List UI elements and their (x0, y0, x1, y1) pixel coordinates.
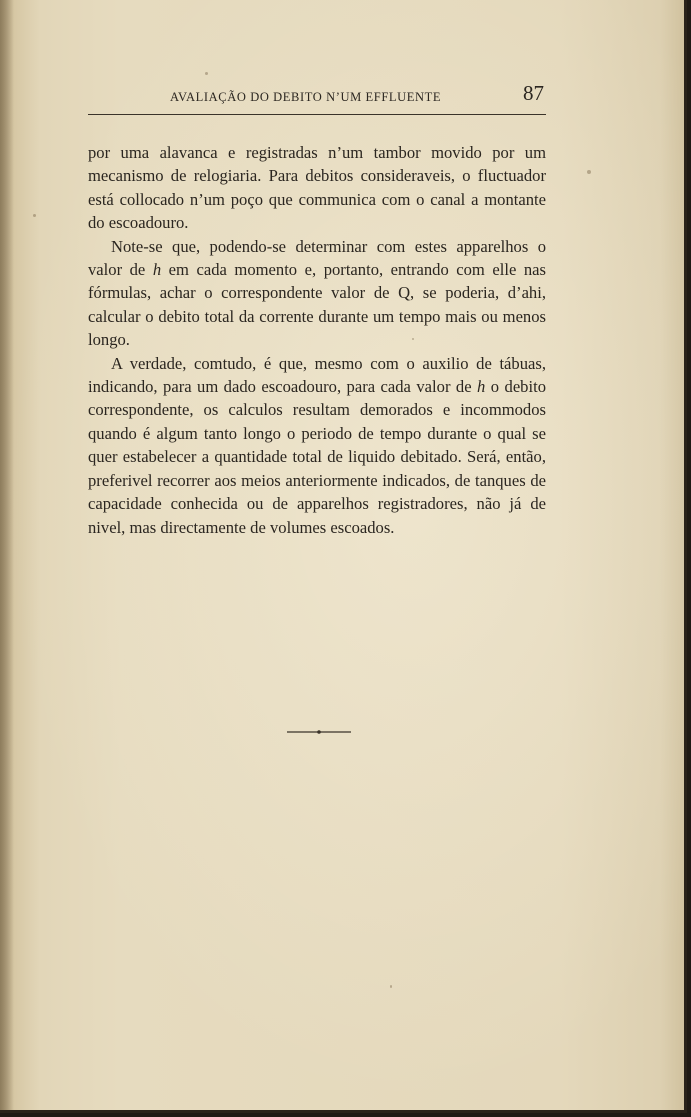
end-ornament-rule (287, 727, 351, 737)
paragraph-1-text: por uma alavanca e registradas n’um tambor movido por um mecanismo de relogiaria. Para debitos consideraveis, o fluctuador está collocado n’um poço que communica com o canal a montante do escoadouro. (88, 143, 546, 233)
variable-h: h (477, 377, 486, 397)
paragraph-2 (88, 235, 546, 352)
header-rule (88, 114, 546, 115)
paragraph-3 (88, 352, 546, 539)
ornament-dot (317, 730, 321, 734)
body-text (88, 141, 546, 539)
foxing-spot (390, 985, 392, 988)
page-number: 87 (523, 81, 544, 105)
paragraph-3-text-a: A verdade, comtudo, é que, mesmo com o auxilio de tábuas, indicando, para um dado escoadouro, para cada valor de (88, 353, 546, 397)
paragraph-1 (88, 141, 546, 235)
paragraph-2-text-a: Note-se que, podendo-se determinar com estes apparelhos o valor de (88, 236, 546, 280)
paragraph-2-text-b: em cada momento e, portanto, entrando com elle nas fórmulas, achar o correspondente valor de Q, se poderia, d’ahi, calcular o debito total da corrente durante um tempo mais ou menos longo. (88, 260, 546, 350)
foxing-spot (412, 338, 414, 340)
running-title: AVALIAÇÃO DO DEBITO N’UM EFFLUENTE (170, 90, 442, 104)
foxing-spot (205, 72, 208, 75)
page-header (88, 80, 546, 110)
foxing-spot (587, 170, 591, 174)
paragraph-3-text-b: o debito correspondente, os calculos resultam demorados e incommodos quando é algum tanto longo o periodo de tempo durante o qual se quer estabelecer a quantidade total de liquido debitado. Será, então, preferivel recorrer aos meios anteriormente indicados, de tanques de capacidade conhecida ou de apparelhos registradores, não já de nivel, mas directamente de volumes escoados. (88, 377, 546, 537)
page-gutter-shadow (0, 0, 14, 1110)
foxing-spot (33, 214, 36, 217)
variable-h: h (152, 260, 162, 280)
